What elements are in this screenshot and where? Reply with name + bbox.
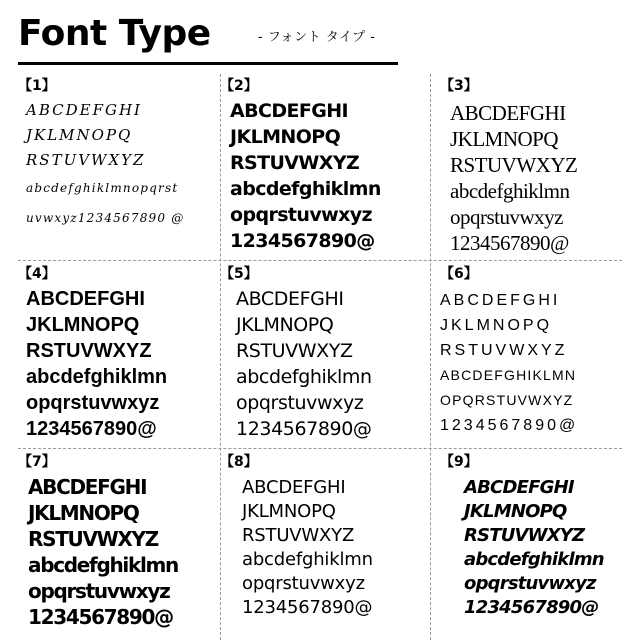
font-sample-text [450, 100, 618, 256]
sample-line: ABCDEFGHI [26, 101, 142, 119]
font-sample-text [440, 288, 618, 438]
font-sample-grid [18, 74, 622, 640]
sample-line: ABCDEFGHI [464, 477, 574, 498]
sample-line: ABCDEFGHIKLMN [440, 367, 577, 383]
font-number: 【3】 [440, 78, 478, 94]
font-sample-6 [430, 262, 622, 446]
font-sample-9 [430, 450, 622, 640]
font-sample-5 [220, 262, 430, 446]
header [0, 0, 640, 70]
sample-line: 1234567890@ [230, 230, 375, 252]
font-number: 【4】 [18, 266, 56, 282]
font-sample-2 [220, 74, 430, 258]
sample-line: ABCDEFGHI [242, 477, 346, 498]
sample-line: abcdefghiklmn [464, 549, 604, 570]
sample-line: opqrstuvwxyz [26, 392, 160, 414]
sample-line: JKLMNOPQ [450, 127, 559, 151]
font-sample-text [236, 286, 426, 442]
font-number: 【9】 [440, 454, 478, 470]
sample-line: abcdefghiklmnopqrst [26, 181, 179, 195]
sample-line: opqrstuvwxyz [242, 573, 365, 594]
sample-line: RSTUVWXYZ [26, 340, 152, 362]
sample-line: opqrstuvwxyz [230, 204, 372, 226]
sample-line: JKLMNOPQ [242, 501, 336, 522]
sample-line: opqrstuvwxyz [236, 392, 364, 414]
sample-line: ABCDEFGHI [230, 100, 349, 122]
sample-line: abcdefghiklmn [230, 178, 381, 200]
font-sample-text [464, 476, 618, 620]
font-sample-7 [18, 450, 220, 640]
sample-line: ABCDEFGHI [440, 292, 561, 309]
sample-line: ABCDEFGHI [450, 101, 566, 125]
sample-line: RSTUVWXYZ [236, 340, 353, 362]
font-number: 【1】 [18, 78, 56, 94]
sample-line: RSTUVWXYZ [242, 525, 355, 546]
sample-line: JKLMNOPQ [236, 314, 334, 336]
font-number: 【8】 [220, 454, 258, 470]
sample-line: ABCDEFGHI [236, 288, 344, 310]
sample-line: RSTUVWXYZ [450, 153, 578, 177]
sample-line: JKLMNOPQ [440, 317, 553, 334]
row-divider [18, 260, 622, 261]
font-sample-text [26, 98, 216, 233]
sample-line: RSTUVWXYZ [26, 151, 146, 169]
sample-line: 1234567890@ [28, 605, 173, 629]
font-sample-text [28, 474, 216, 630]
font-sample-1 [18, 74, 220, 258]
row-divider [18, 448, 622, 449]
sample-line: JKLMNOPQ [26, 314, 140, 336]
sample-line: RSTUVWXYZ [440, 342, 568, 359]
font-sample-8 [220, 450, 430, 640]
sample-line: 1234567890@ [450, 231, 569, 255]
sample-line: opqrstuvwxyz [464, 573, 596, 594]
font-number: 【5】 [220, 266, 258, 282]
sample-line: abcdefghiklmn [26, 366, 168, 388]
sample-line: abcdefghiklmn [236, 366, 372, 388]
font-number: 【2】 [220, 78, 258, 94]
sample-line: 1234567890@ [242, 597, 373, 618]
sample-line: OPQRSTUVWXYZ [440, 392, 574, 408]
page-title: Font Type [18, 13, 211, 54]
sample-line: 1234567890@ [26, 418, 157, 440]
sample-line: RSTUVWXYZ [28, 527, 158, 551]
sample-line: ABCDEFGHI [28, 475, 147, 499]
sample-line: opqrstuvwxyz [450, 205, 563, 229]
sample-line: JKLMNOPQ [464, 501, 567, 522]
font-number: 【7】 [18, 454, 56, 470]
font-sample-text [230, 98, 426, 254]
sample-line: abcdefghiklmn [450, 179, 570, 203]
font-sample-text [242, 476, 426, 620]
font-number: 【6】 [440, 266, 478, 282]
sample-line: JKLMNOPQ [230, 126, 341, 148]
sample-line: JKLMNOPQ [26, 126, 133, 144]
font-sample-4 [18, 262, 220, 446]
sample-line: 1234567890@ [440, 417, 579, 434]
font-sample-3 [430, 74, 622, 258]
title-underline [18, 62, 398, 65]
sample-line: uvwxyz1234567890 @ [26, 211, 185, 225]
font-sample-text [26, 286, 216, 442]
sample-line: ABCDEFGHI [26, 288, 145, 310]
sample-line: abcdefghiklmn [28, 553, 178, 577]
sample-line: abcdefghiklmn [242, 549, 373, 570]
sample-line: 1234567890@ [464, 597, 599, 618]
page-subtitle: - フォント タイプ - [258, 30, 376, 45]
sample-line: JKLMNOPQ [28, 501, 139, 525]
sample-line: 1234567890@ [236, 418, 372, 440]
sample-line: RSTUVWXYZ [464, 525, 585, 546]
sample-line: RSTUVWXYZ [230, 152, 360, 174]
sample-line: opqrstuvwxyz [28, 579, 170, 603]
